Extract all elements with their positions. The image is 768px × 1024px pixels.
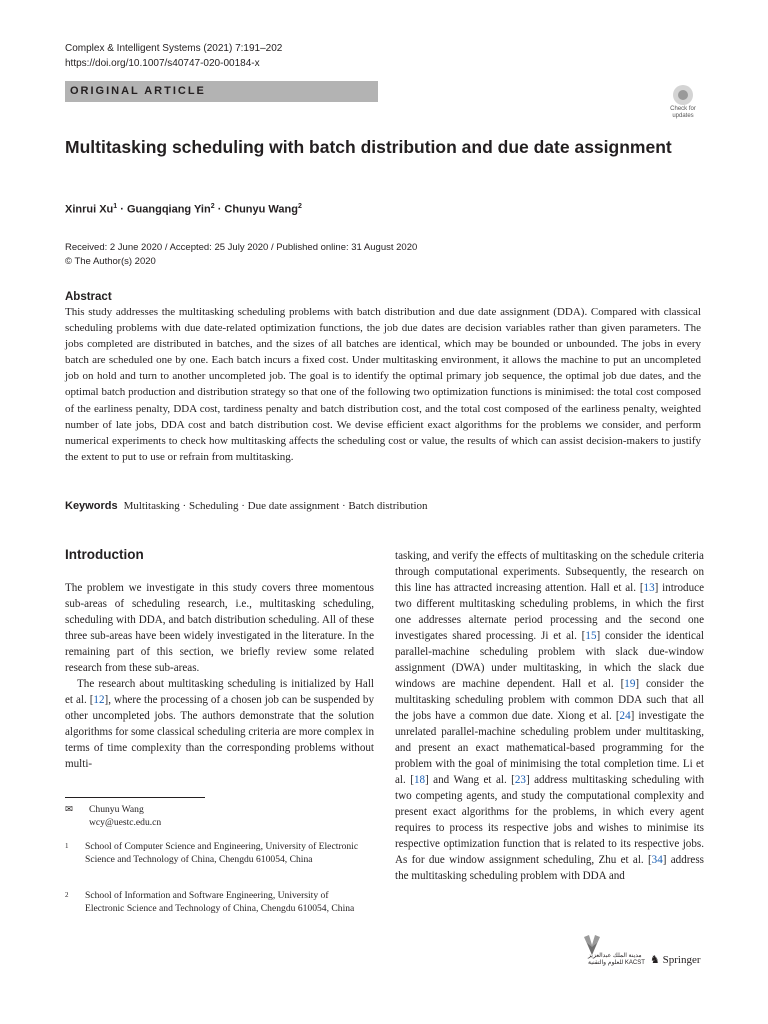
corresponding-author-name: Chunyu Wang — [89, 804, 144, 815]
affiliation-number: 2 — [65, 891, 69, 899]
intro-paragraph-3: tasking, and verify the effects of multitasking on the schedule criteria through computational experiments. Subsequently, the research on this line has attracted increasing attention. Hall et al. [13] introduce two different multitasking scheduling problems, in which the first one addresses alternate period processing and the second one investigates shared processing. Ji et al. [15] consider the identical parallel-machine scheduling problem with slack due-window assignment (DWA) under multitasking, in which the slack due windows are machine dependent. Hall et al. [19] consider the multitasking scheduling problem with common DDA such that all the jobs have a common due date. Xiong et al. [24] investigate the unrelated parallel-machine scheduling problem under multitasking, and present an exact mathematical-based programming for the problem with the goal of minimising the total completion time. Li et al. [18] and Wang et al. [23] address multitasking scheduling with two competing agents, and study the computational complexity and present exact algorithms for the problems, in which every agent requires to process its respective jobs and wishes to minimise its respective optimization function that is related to its respective jobs. As for due window assignment scheduling, Zhu et al. [34] address the multitasking scheduling problem with DDA and — [395, 550, 704, 882]
affiliation-text: School of Computer Science and Engineering, University of Electronic Science and Technology of China, Chengdu 610054, China — [85, 841, 359, 865]
affiliation-marker: 2 — [297, 203, 302, 210]
kacst-logo-text: مدينة الملك عبدالعزيز للعلوم والتقنية KACST — [588, 953, 645, 966]
publisher-logo — [650, 953, 701, 966]
corresponding-author-email[interactable]: wcy@uestc.edu.cn — [89, 817, 162, 828]
check-updates-icon — [673, 85, 693, 105]
author-list: Xinrui $Xu^1$ · Guangqiang Yin$^2$ · Chunyu Wang$^2$ — [65, 203, 302, 216]
journal-name: Complex & Intelligent Systems (2021) 7:191–202 — [65, 43, 283, 54]
doi-link[interactable]: https://doi.org/10.1007/s40747-020-00184-x — [65, 58, 260, 69]
abstract-heading: Abstract — [65, 291, 112, 303]
check-updates-label: Check for updates — [670, 106, 696, 119]
citation-link[interactable]: 18 — [413, 774, 426, 786]
citation-link[interactable]: 24 — [619, 710, 631, 722]
author-name[interactable]: Xinrui Xu — [65, 203, 114, 216]
affiliation-number: 1 — [65, 842, 69, 850]
footnote-divider — [65, 797, 205, 798]
corresponding-author — [65, 803, 162, 828]
citation-link[interactable]: 15 — [585, 630, 597, 642]
citation-link[interactable]: 12 — [93, 694, 105, 706]
journal-citation — [65, 41, 282, 71]
author-name[interactable]: Guangqiang Yin — [126, 203, 211, 216]
abstract-body: This study addresses the multitasking scheduling problems with batch distribution and due date assignment (DDA). Compared with classical scheduling problems with due date-related optimization functions, the job due dates are decision variables rather than given parameters. The jobs completed are distributed in batches, and the sizes of all batches are identical, which may be bounded or unbounded. The jobs in every batch are scheduled one by one. Each batch incurs a fixed cost. Under multitasking environment, it allows the machine to put an uncompleted job on hold and turn to another uncompleted job. The goal is to identify the optimal primary job sequence, the optimal job due dates, and the optimal batch production and distribution strategy so that one of the following two optimization functions is minimised: the total cost composed of the earliness penalty, DDA cost, tardiness penalty and batch distribution cost, and the total cost composed of the earliness penalty, weighted number of late jobs, DDA cost and batch distribution cost. We devise efficient exact algorithms for the problems we consider, and perform numerical experiments to check how multitasking affects the scheduling cost or value, the results of which can assist decision-makers to justify the extent to put to use or refrain from multitasking. — [65, 306, 701, 463]
section-heading-introduction: Introduction — [65, 547, 144, 562]
citation-link[interactable]: 19 — [624, 678, 636, 690]
springer-horse-icon: ♞ — [650, 954, 660, 966]
right-column — [395, 548, 704, 884]
publisher-name: Springer — [662, 954, 701, 966]
keywords — [65, 500, 428, 512]
keywords-label: Keywords — [65, 500, 118, 512]
citation-link[interactable]: 13 — [643, 582, 655, 594]
check-for-updates-badge[interactable] — [664, 84, 702, 124]
intro-paragraph-1: The problem we investigate in this study covers three momentous sub-areas of scheduling research, i.e., multitasking scheduling, scheduling with DDA, and batch distribution scheduling. All of these three sub-areas have been widely investigated in the literature. In the remaining part of this section, we briefly review some related research from these sub-areas. — [65, 582, 374, 674]
intro-paragraph-2: The research about multitasking scheduling is initialized by Hall et al. [12], where the processing of a chosen job can be suspended by other uncompleted jobs. The authors demonstrate that the solution algorithms for some classical scheduling criteria are more complex in terms of time complexity than the corresponding problems without multi- — [65, 678, 375, 770]
affiliation-text: School of Information and Software Engineering, University of Electronic Science and Technology of China, Chengdu 610054, China — [85, 890, 355, 914]
paper-title: Multitasking scheduling with batch distribution and due date assignment — [65, 137, 672, 157]
author-name[interactable]: Chunyu Wang — [224, 203, 298, 216]
left-column — [65, 580, 374, 772]
date-history: Received: 2 June 2020 / Accepted: 25 July 2020 / Published online: 31 August 2020 — [65, 242, 418, 253]
affiliation-marker: 1 — [113, 203, 118, 210]
keywords-list: Multitasking · Scheduling · Due date assignment · Batch distribution — [123, 500, 428, 512]
copyright-line: © The Author(s) 2020 — [65, 256, 156, 267]
publication-dates — [65, 241, 417, 269]
citation-link[interactable]: 34 — [651, 854, 663, 866]
envelope-icon: ✉ — [65, 804, 74, 815]
citation-link[interactable]: 23 — [514, 774, 526, 786]
article-type-banner: ORIGINAL ARTICLE — [65, 81, 378, 102]
affiliation-marker: 2 — [210, 203, 215, 210]
